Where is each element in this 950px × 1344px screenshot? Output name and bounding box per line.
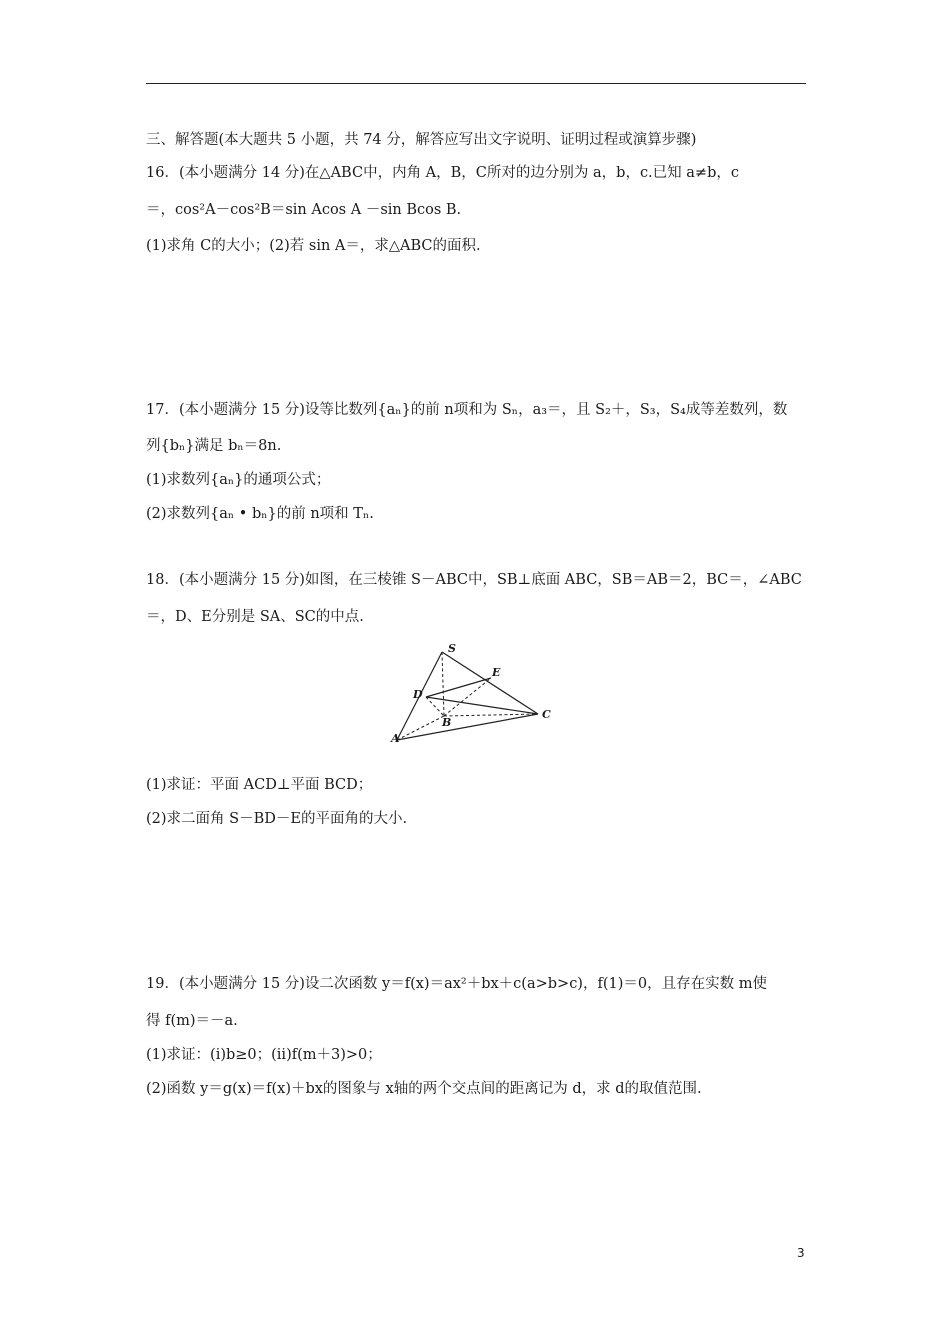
q19-line-2: 得 f(m)＝－a. — [146, 1013, 238, 1029]
q16-line-2: ＝，cos²A－cos²B＝sin Acos A －sin Bcos B. — [146, 202, 462, 218]
q18-line-3: (1)求证：平面 ACD⊥平面 BCD； — [146, 777, 373, 793]
q19-line-3: (1)求证：(ⅰ)b≥0；(ⅱ)f(m＋3)>0； — [146, 1047, 382, 1063]
q18-line-2: ＝，D、E分别是 SA、SC的中点. — [146, 609, 364, 625]
q17-line-3: (1)求数列{aₙ}的通项公式； — [146, 472, 331, 488]
q19-line-1: 19．(本小题满分 15 分)设二次函数 y＝f(x)＝ax²＋bx＋c(a>b>c)，f(1)＝0，且存在实数 m使 — [146, 976, 767, 992]
page-number: 3 — [797, 1246, 805, 1260]
label-D: D — [413, 688, 423, 701]
q16-line-3: (1)求角 C的大小；(2)若 sin A＝，求△ABC的面积. — [146, 238, 481, 254]
q18-line-1: 18．(本小题满分 15 分)如图，在三棱锥 S－ABC中，SB⊥底面 ABC，SB＝AB＝2，BC＝，∠ABC — [146, 572, 802, 588]
label-B: B — [442, 716, 452, 729]
q17-line-4: (2)求数列{aₙ • bₙ}的前 n项和 Tₙ. — [146, 506, 374, 522]
edge-DE — [426, 678, 491, 697]
edge-SB — [442, 652, 444, 716]
q17-line-2: 列{bₙ}满足 bₙ＝8n. — [146, 438, 282, 454]
edge-AB — [397, 716, 444, 740]
q17-line-1: 17．(本小题满分 15 分)设等比数列{aₙ}的前 n项和为 Sₙ，a₃＝，且 S₂＋，S₃，S₄成等差数列，数 — [146, 402, 788, 418]
edge-SC — [442, 652, 538, 714]
pyramid-figure — [388, 640, 568, 748]
label-S: S — [448, 642, 456, 655]
edge-BC — [444, 714, 538, 716]
edge-BE — [444, 678, 491, 716]
edge-AC — [397, 714, 538, 740]
q19-line-4: (2)函数 y＝g(x)＝f(x)＋bx的图象与 x轴的两个交点间的距离记为 d，求 d的取值范围. — [146, 1081, 702, 1097]
label-A: A — [391, 732, 400, 745]
pyramid-diagram — [388, 640, 568, 748]
q16-line-1: 16．(本小题满分 14 分)在△ABC中，内角 A，B，C所对的边分别为 a，b，c.已知 a≠b，c — [146, 165, 739, 181]
header-rule — [146, 83, 806, 84]
label-C: C — [542, 708, 551, 721]
q18-line-4: (2)求二面角 S－BD－E的平面角的大小. — [146, 811, 408, 827]
section-heading: 三、解答题(本大题共 5 小题，共 74 分，解答应写出文字说明、证明过程或演算步骤) — [146, 132, 697, 148]
label-E: E — [492, 666, 501, 679]
edge-DC — [426, 697, 538, 714]
